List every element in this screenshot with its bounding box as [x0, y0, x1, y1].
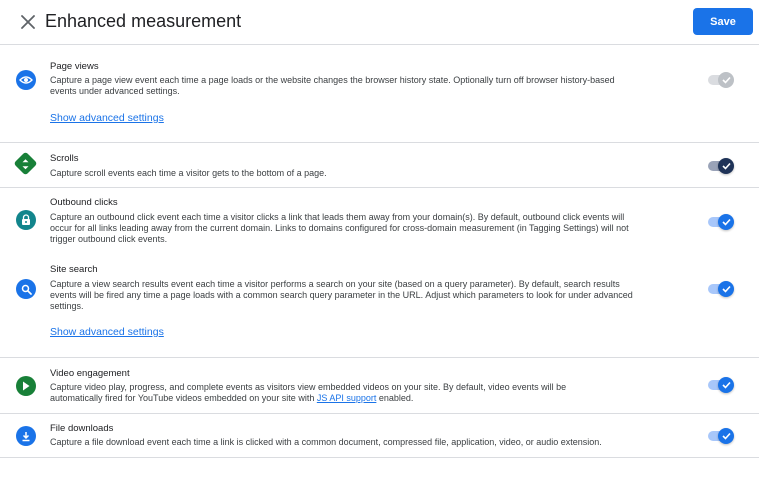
toggle-thumb	[718, 72, 734, 88]
page-views-toggle[interactable]	[706, 71, 736, 89]
close-button[interactable]	[16, 10, 40, 34]
eye-icon	[16, 70, 36, 90]
setting-title: Outbound clicks	[50, 197, 118, 208]
setting-title: Video engagement	[50, 368, 130, 379]
setting-row-file-downloads	[0, 414, 759, 458]
site-search-toggle[interactable]	[706, 280, 736, 298]
check-icon	[722, 76, 731, 84]
check-icon	[722, 381, 731, 389]
setting-title: Page views	[50, 61, 99, 72]
divider	[0, 457, 759, 458]
video-engagement-toggle[interactable]	[706, 376, 736, 394]
setting-row-site-search	[0, 255, 759, 358]
setting-row-scrolls	[0, 143, 759, 188]
show-advanced-settings-link[interactable]: Show advanced settings	[50, 326, 164, 338]
search-icon	[16, 279, 36, 299]
setting-description: Capture scroll events each time a visitor gets to the bottom of a page.	[50, 168, 327, 178]
setting-description: Capture a page view event each time a page loads or the website changes the browser history state. Optionally turn off browser history-based events under advanced settings.	[50, 75, 615, 96]
setting-row-video-engagement	[0, 358, 759, 414]
check-icon	[722, 285, 731, 293]
close-icon	[21, 15, 35, 29]
check-icon	[722, 162, 731, 170]
setting-description: Capture an outbound click event each time a visitor clicks a link that leads them away from your domain(s). By default, outbound click events will occur for all links leading away from the current domain. Links to domains configured for cross-domain measurement (in Tagging Settings) will not trigger outbound click events.	[50, 212, 629, 244]
setting-title: File downloads	[50, 423, 114, 434]
play-icon	[16, 376, 36, 396]
file-downloads-toggle[interactable]	[706, 427, 736, 445]
toggle-thumb	[718, 377, 734, 393]
download-icon	[16, 426, 36, 446]
setting-description: Capture video play, progress, and complete events as visitors view embedded videos on your site. By default, video events will be automatically fired for YouTube videos embedded on your site with JS API support enabled.	[50, 382, 567, 403]
lock-icon	[16, 210, 36, 230]
check-icon	[722, 218, 731, 226]
setting-title: Scrolls	[50, 153, 79, 164]
toggle-thumb	[718, 428, 734, 444]
setting-row-outbound-clicks	[0, 188, 759, 255]
toggle-thumb	[718, 281, 734, 297]
page-title: Enhanced measurement	[45, 11, 242, 31]
toggle-thumb	[718, 158, 734, 174]
check-icon	[722, 432, 731, 440]
scroll-arrows-icon	[13, 151, 37, 175]
outbound-clicks-toggle[interactable]	[706, 213, 736, 231]
setting-description: Capture a file download event each time a link is clicked with a common document, compressed file, application, video, or audio extension.	[50, 437, 602, 447]
setting-description: Capture a view search results event each time a visitor performs a search on your site (based on a query parameter). By default, search results events will be fired any time a page loads with a common search query parameter in the URL. Adjust which parameters to look for under advanced settings.	[50, 279, 633, 311]
save-button[interactable]: Save	[693, 8, 753, 35]
show-advanced-settings-link[interactable]: Show advanced settings	[50, 112, 164, 124]
setting-row-page-views	[0, 46, 759, 143]
toggle-thumb	[718, 214, 734, 230]
js-api-support-link[interactable]: JS API support	[316, 393, 377, 403]
dialog-header	[0, 0, 759, 45]
setting-title: Site search	[50, 264, 98, 275]
scrolls-toggle[interactable]	[706, 157, 736, 175]
